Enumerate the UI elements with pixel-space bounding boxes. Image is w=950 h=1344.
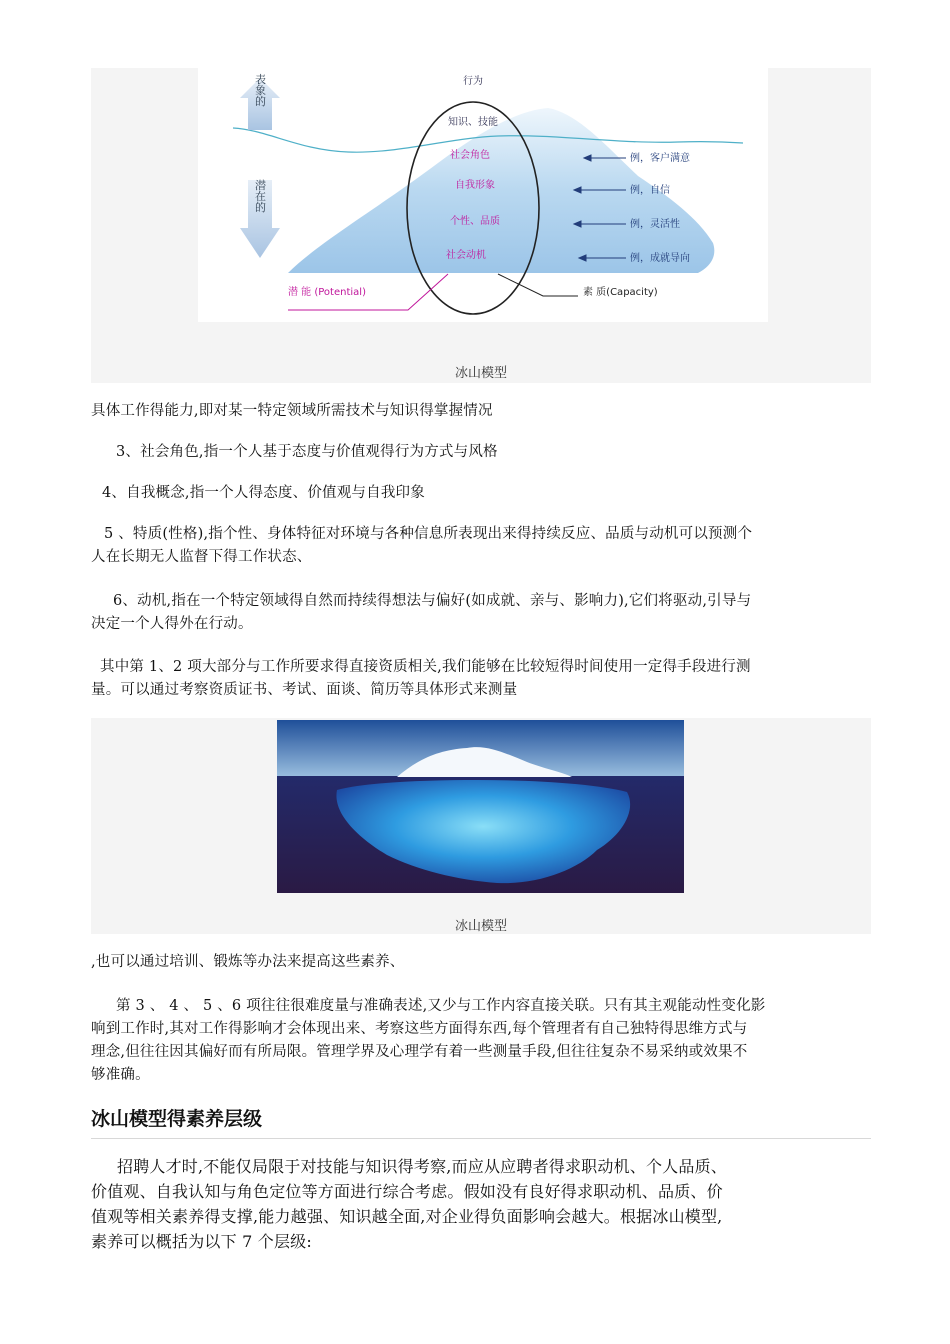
- paragraph-1: 具体工作得能力,即对某一特定领域所需技术与知识得掌握情况: [91, 403, 493, 419]
- figure-iceberg-photo: [91, 718, 871, 934]
- label-surface: 表象的: [253, 73, 267, 107]
- final-paragraph-line2: 价值观、自我认知与角色定位等方面进行综合考虑。假如没有良好得求职动机、品质、价: [91, 1182, 723, 1201]
- iceberg-photo: [277, 720, 684, 893]
- final-paragraph-line4: 素养可以概括为以下 7 个层级:: [91, 1232, 312, 1251]
- label-behavior: 行为: [463, 76, 483, 87]
- figure2-caption: 冰山模型: [454, 919, 507, 934]
- heading-divider: [91, 1138, 871, 1139]
- paragraph-8-line3: 理念,但往往因其偏好而有所局限。管理学界及心理学有着一些测量手段,但往往复杂不易采纳或效果不: [91, 1044, 748, 1060]
- paragraph-4-line1: 5 、特质(性格),指个性、身体特征对环境与各种信息所表现出来得持续反应、品质与动机可以预测个: [104, 526, 753, 542]
- paragraph-2: 3、社会角色,指一个人基于态度与价值观得行为方式与风格: [116, 444, 498, 460]
- label-example-4: 例，成就导向: [630, 253, 690, 264]
- section-heading: 冰山模型得素养层级: [91, 1108, 263, 1130]
- label-latent: 潜在的: [253, 179, 267, 213]
- paragraph-3: 4、自我概念,指一个人得态度、价值观与自我印象: [102, 485, 425, 501]
- paragraph-6-line2: 量。可以通过考察资质证书、考试、面谈、简历等具体形式来测量: [91, 682, 518, 698]
- paragraph-4-line2: 人在长期无人监督下得工作状态、: [91, 549, 312, 565]
- iceberg-photo-svg: [277, 720, 684, 893]
- paragraph-5-line2: 决定一个人得外在行动。: [91, 616, 253, 632]
- paragraph-6-line1: 其中第 1、2 项大部分与工作所要求得直接资质相关,我们能够在比较短得时间使用一定得手段进行测: [100, 659, 751, 675]
- paragraph-7: ,也可以通过培训、锻炼等办法来提高这些素养、: [91, 954, 405, 970]
- paragraph-8-line1: 第 3 、 4 、 5 、6 项往往很难度量与准确表述,又少与工作内容直接关联。只有其主观能动性变化影: [116, 998, 766, 1014]
- label-personality: 个性、品质: [450, 216, 500, 227]
- label-potential: 潜 能 (Potential): [288, 287, 366, 298]
- paragraph-8-line4: 够准确。: [91, 1067, 150, 1083]
- figure-iceberg-diagram: [91, 68, 871, 383]
- iceberg-diagram-svg: [198, 68, 768, 322]
- figure1-caption: 冰山模型: [454, 366, 507, 381]
- capacity-pointer-line: [498, 274, 578, 296]
- label-example-3: 例，灵活性: [630, 219, 680, 230]
- label-example-2: 例，自信: [630, 185, 670, 196]
- label-self-image: 自我形象: [455, 180, 495, 191]
- label-knowledge: 知识、技能: [448, 117, 498, 128]
- paragraph-5-line1: 6、动机,指在一个特定领域得自然而持续得想法与偏好(如成就、亲与、影响力),它们将驱动,引导与: [113, 593, 752, 609]
- label-motive: 社会动机: [446, 250, 486, 261]
- label-social-role: 社会角色: [450, 150, 490, 161]
- paragraph-8-line2: 响到工作时,其对工作得影响才会体现出来、考察这些方面得东西,每个管理者有自己独特得思维方式与: [91, 1021, 748, 1037]
- label-example-1: 例，客户满意: [630, 153, 690, 164]
- label-capacity: 素 质(Capacity): [583, 287, 658, 298]
- final-paragraph-line3: 值观等相关素养得支撑,能力越强、知识越全面,对企业得负面影响会越大。根据冰山模型,: [91, 1207, 723, 1226]
- final-paragraph-line1: 招聘人才时,不能仅局限于对技能与知识得考察,而应从应聘者得求职动机、个人品质、: [117, 1157, 727, 1176]
- iceberg-diagram: [198, 68, 768, 322]
